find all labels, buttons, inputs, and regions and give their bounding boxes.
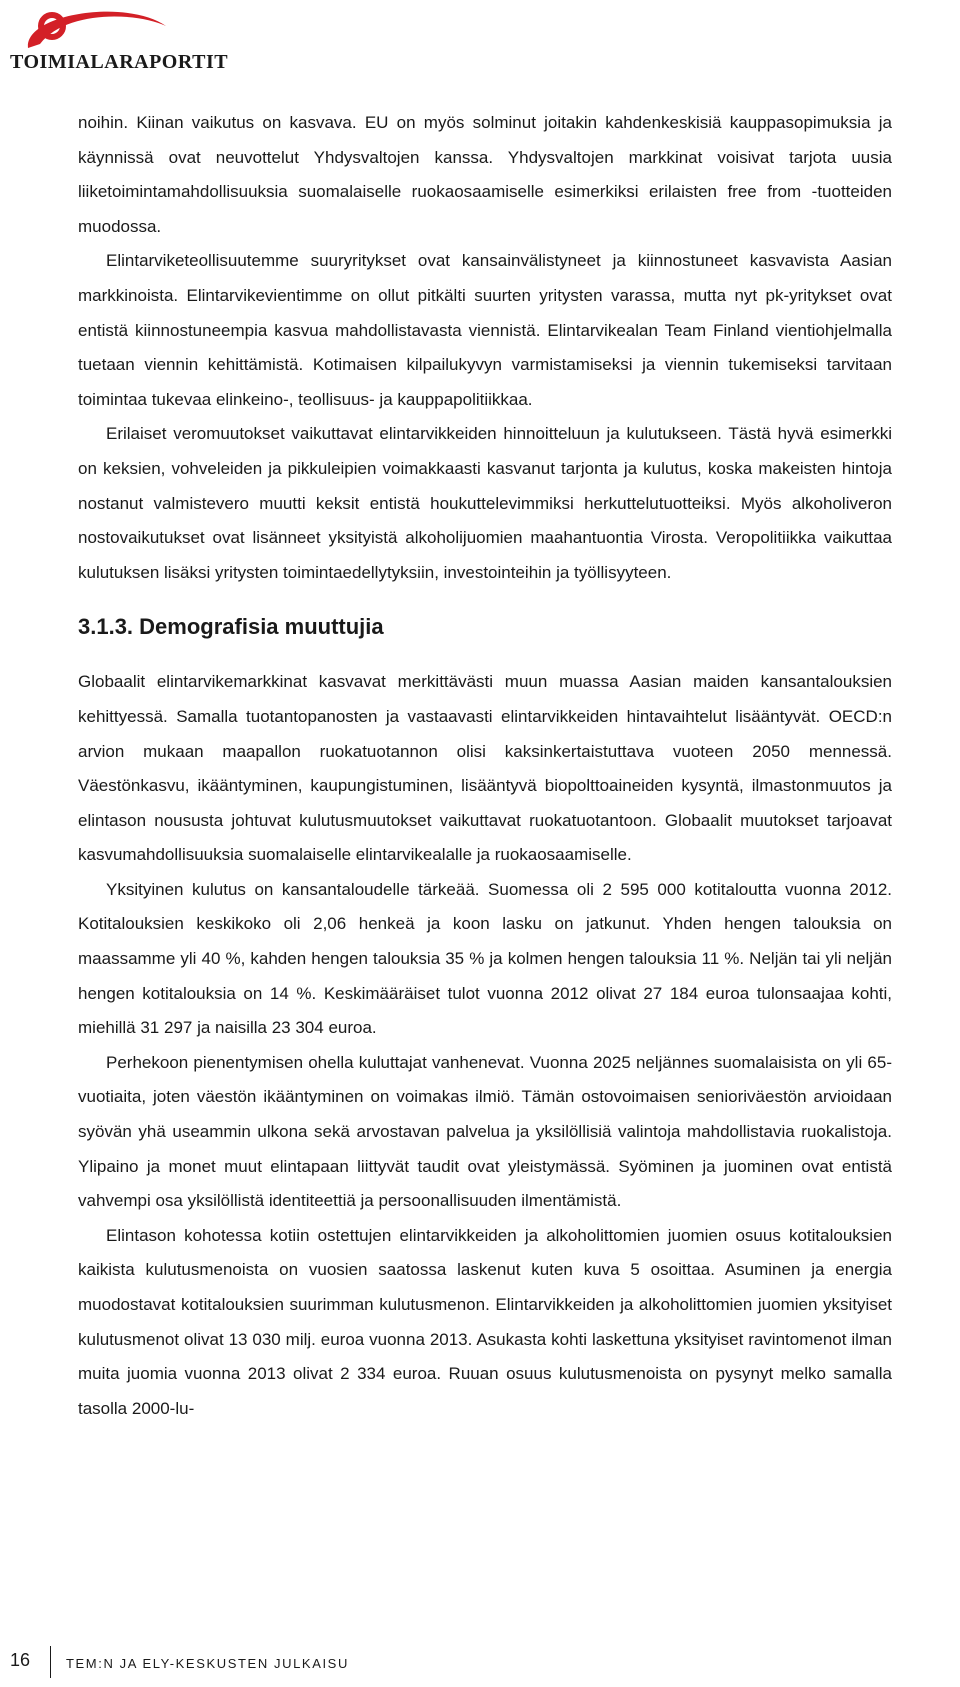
section-title: 3.1.3. Demografisia muuttujia — [78, 614, 384, 640]
paragraph: Elintarviketeollisuutemme suuryritykset ovat kansainvälistyneet ja kiinnostuneet kasvavista Aasian markkinoista. Elintarvikevientimme on ollut pitkälti suurten yritysten varassa, mutta nyt pk-yritykset ovat entistä kiinnostuneempia kasvua mahdollistavasta viennistä. Elintarvikealan Team Finland vientiohjelmalla tuetaan viennin kehittämistä. Kotimaisen kilpailukyvyn varmistamiseksi ja viennin tukemiseksi tarvitaan toimintaa tukevaa elinkeino-, teollisuus- ja kauppapolitiikkaa. — [78, 251, 892, 409]
paragraph: noihin. Kiinan vaikutus on kasvava. EU on myös solminut joitakin kahdenkeskisiä kauppasopimuksia ja käynnissä ovat neuvottelut Yhdysvaltojen kanssa. Yhdysvaltojen markkinat voisivat tarjota uusia liiketoimintamahdollisuuksia suomalaiselle ruokaosaamiselle esimerkiksi erilaisten free from -tuotteiden muodossa. — [78, 113, 892, 236]
paragraph: Yksityinen kulutus on kansantaloudelle tärkeää. Suomessa oli 2 595 000 kotitaloutta vuonna 2012. Kotitalouksien keskikoko oli 2,06 henkeä ja koon lasku on jatkunut. Yhden hengen talouksia on maassamme yli 40 %, kahden hengen talouksia 35 % ja kolmen hengen talouksia 11 %. Neljän tai yli neljän hengen kotitalouksia on 14 %. Keskimääräiset tulot vuonna 2012 olivat 27 184 euroa tulonsaajaa kohti, miehillä 31 297 ja naisilla 23 304 euroa. — [78, 879, 892, 1038]
publication-name: TEM:N JA ELY-KESKUSTEN JULKAISU — [66, 1656, 349, 1671]
footer-divider — [50, 1646, 51, 1678]
paragraph: Perhekoon pienentymisen ohella kuluttajat vanhenevat. Vuonna 2025 neljännes suomalaisista on yli 65-vuotiaita, joten väestön ikääntyminen on voimakas ilmiö. Tämän ostovoimaisen senioriväestön arvioidaan syövän yhä useammin ulkona sekä arvostavan palvelua ja yksilöllisiä valintoja mahdollistavia ruokalistoja. Ylipaino ja monet muut elintapaan liittyvät taudit ovat yleistymässä. Syöminen ja juominen ovat entistä vahvempi osa yksilöllistä identiteettiä ja persoonallisuuden ilmentämistä. — [78, 1052, 892, 1211]
paragraph: Globaalit elintarvikemarkkinat kasvavat merkittävästi muun muassa Aasian maiden kansantalouksien kehittyessä. Samalla tuotantopanosten ja vastaavasti elintarvikkeiden hintavaihtelut lisääntyvät. OECD:n arvion mukaan maapallon ruokatuotannon olisi kaksinkertaistuttava vuoteen 2050 mennessä. Väestönkasvu, ikääntyminen, kaupungistuminen, lisääntyvä biopolttoaineiden kysyntä, ilmastonmuutos ja elintason noususta johtuvat kulutusmuutokset vaikuttavat ruokatuotantoon. Globaalit muutokset tarjoavat kasvumahdollisuuksia suomalaiselle elintarvikealalle ja ruokaosaamiselle. — [78, 672, 892, 865]
paragraph: Erilaiset veromuutokset vaikuttavat elintarvikkeiden hinnoitteluun ja kulutukseen. Tästä hyvä esimerkki on keksien, vohveleiden ja pikkuleipien voimakkaasti kasvanut tarjonta ja kulutus, koska makeisten hintoja nostanut valmistevero muutti keksit entistä houkuttelevimmiksi herkuttelutuotteiksi. Myös alkoholiveron nostovaikutukset ovat lisänneet yksityistä alkoholijuomien maahantuontia Virosta. Veropolitiikka vaikuttaa kulutuksen lisäksi yritysten toimintaedellytyksiin, investointeihin ja työllisyyteen. — [78, 424, 892, 582]
paragraph: Elintason kohotessa kotiin ostettujen elintarvikkeiden ja alkoholittomien juomien osuus kotitalouksien kaikista kulutusmenoista on vuosien saatossa laskenut kuten kuva 5 osoittaa. Asuminen ja energia muodostavat kotitalouksien suurimman kulutusmenon. Elintarvikkeiden ja alkoholittomien juomien yksityiset kulutusmenot olivat 13 030 milj. euroa vuonna 2013. Asukasta kohti laskettuna yksityiset ravintomenot ilman muita juomia vuonna 2013 olivat 2 334 euroa. Ruuan osuus kulutusmenoista on pysynyt melko samalla tasolla 2000-lu- — [78, 1225, 892, 1418]
logo-text: TOIMIALARAPORTIT — [10, 51, 229, 73]
page-number: 16 — [10, 1650, 31, 1670]
logo — [6, 4, 229, 74]
article-body — [78, 106, 892, 1426]
logo-swoosh-icon — [6, 4, 206, 54]
